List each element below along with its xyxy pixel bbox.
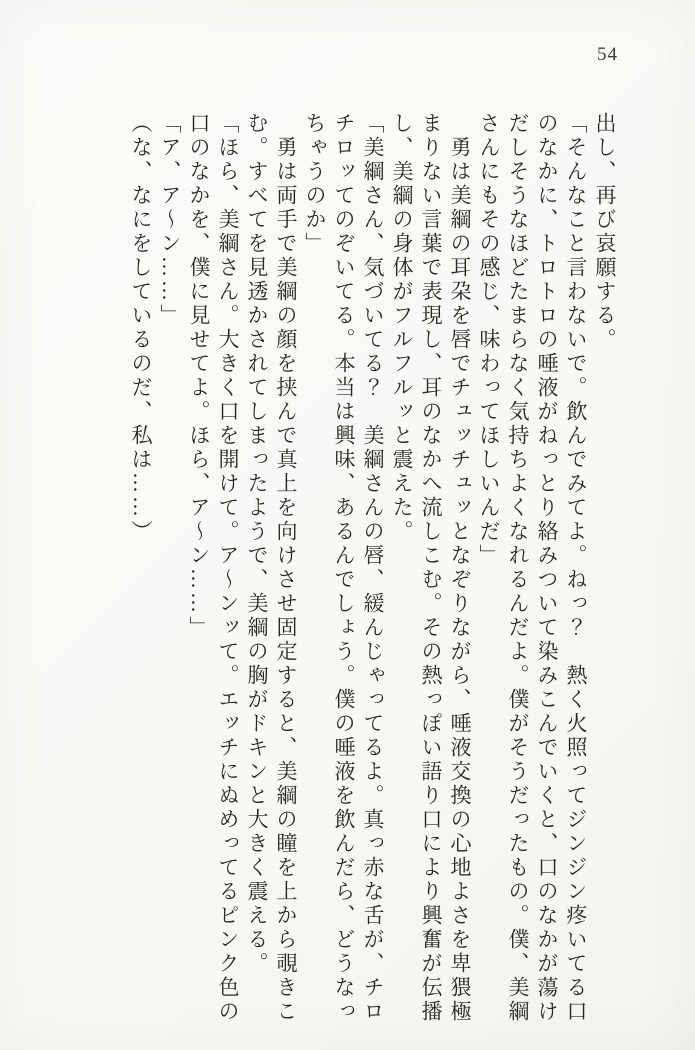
text-line: 「ほら、美綱さん。大きく口を開けて。ア〜ンッて。エッチにぬめってるピンク色の: [216, 112, 240, 1024]
text-line: 「ア、ア〜ン……」: [158, 112, 182, 328]
text-line: さんにもその感じ、味わってほしいんだ」: [477, 112, 501, 568]
text-line: チロッてのぞいてる。本当は興味、あるんでしょう。僕の唾液を飲んだら、どうなっ: [332, 112, 356, 1024]
text-line: 勇は美綱の耳朶を唇でチュッチュッとなぞりながら、唾液交換の心地よさを卑猥極: [448, 112, 472, 1024]
text-line: まりない言葉で表現し、耳のなかへ流しこむ。その熱っぽい語り口により興奮が伝播: [419, 112, 443, 1024]
text-line: 出し、再び哀願する。: [593, 112, 617, 352]
text-line: 口のなかを、僕に見せてよ。ほら、ア〜ン……」: [187, 112, 211, 640]
text-line: 勇は両手で美綱の顔を挟んで真上を向けさせ固定すると、美綱の瞳を上から覗きこ: [274, 112, 298, 1024]
text-line: し、美綱の身体がフルフルッと震えた。: [390, 112, 414, 544]
text-columns: [126, 112, 619, 1042]
text-line: 「そんなこと言わないで。飲んでみてよ。ねっ？ 熱く火照ってジンジン疼いてる口: [564, 112, 588, 1024]
text-line: （な、なにをしているのだ、私は……）: [129, 112, 153, 544]
text-line: む。すべてを見透かされてしまったようで、美綱の胸がドキンと大きく震える。: [245, 112, 269, 976]
text-line: のなかに、トロトロの唾液がねっとり絡みついて染みこんでいくと、口のなかが蕩け: [535, 112, 559, 1024]
text-line: だしそうなほどたまらなく気持ちよくなれるんだよ。僕がそうだったもの。僕、美綱: [506, 112, 530, 1024]
page-number: 54: [597, 44, 618, 65]
text-line: 「美綱さん、気づいてる？ 美綱さんの唇、緩んじゃってるよ。真っ赤な舌が、チロ: [361, 112, 385, 1024]
text-line: ちゃうのか」: [303, 112, 327, 256]
